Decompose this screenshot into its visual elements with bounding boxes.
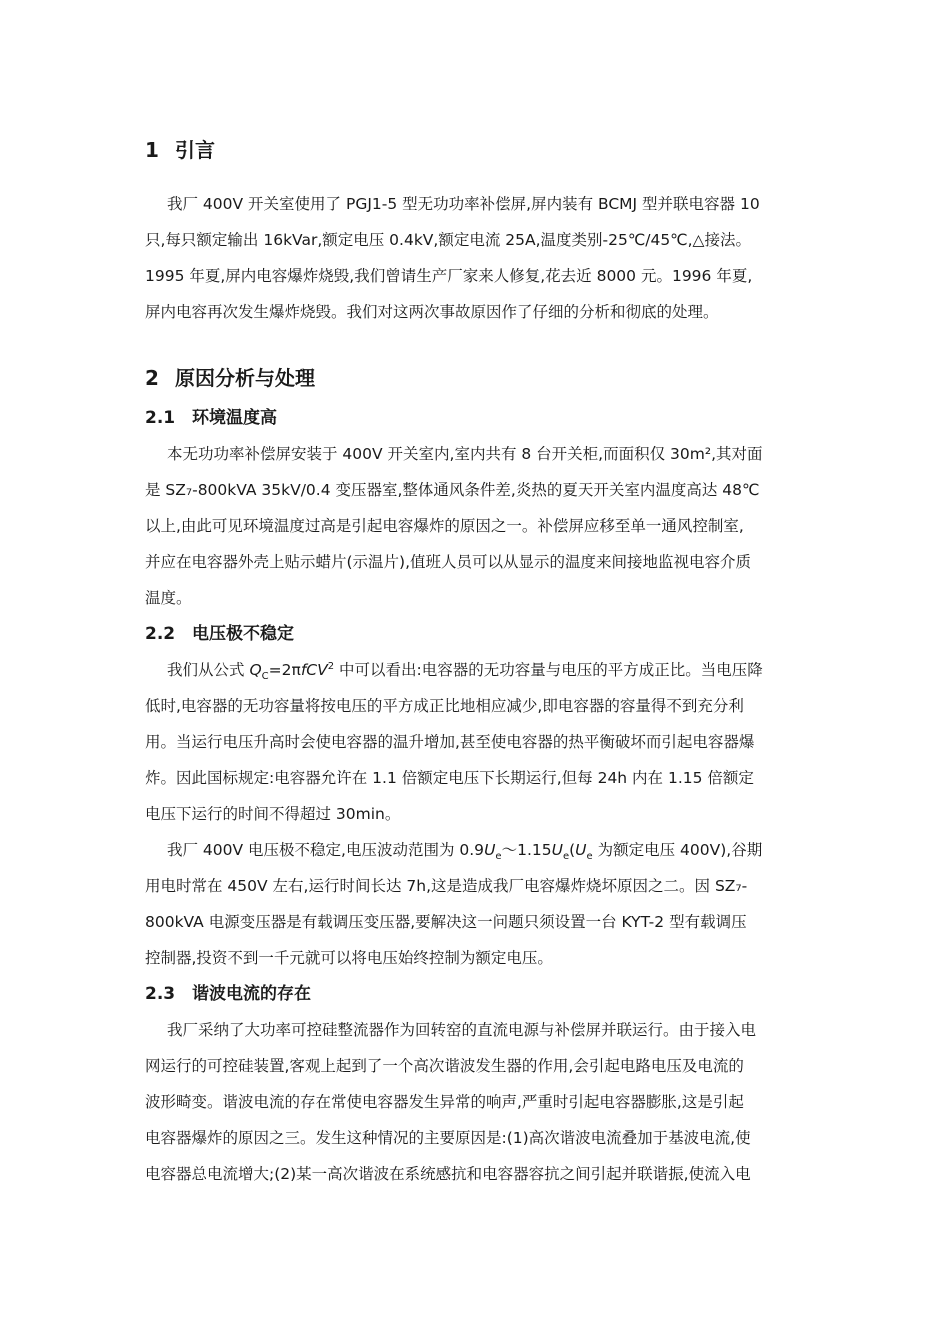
formula-symbol: fCV (300, 661, 328, 679)
subsection-heading (145, 976, 810, 1012)
text-line: 是 SZ₇-800kVA 35kV/0.4 变压器室,整体通风条件差,炎热的夏天开关室内温度高达 48℃ (145, 481, 760, 499)
text-line: 炸。因此国标规定:电容器允许在 1.1 倍额定电压下长期运行,但每 24h 内在 1.15 倍额定 (145, 769, 754, 787)
subsection-number: 2.2 (145, 624, 176, 644)
text-line: 我厂采纳了大功率可控硅整流器作为回转窑的直流电源与补偿屏并联运行。由于接入电 (167, 1021, 757, 1039)
text-line: 并应在电容器外壳上贴示蜡片(示温片),值班人员可以从显示的温度来间接地监视电容介质 (145, 553, 752, 571)
section-number: 1 (145, 138, 159, 162)
paragraph (145, 186, 810, 330)
text-line: 控制器,投资不到一千元就可以将电压始终控制为额定电压。 (145, 949, 553, 967)
subsection-heading (145, 616, 810, 652)
text-run: 中可以看出:电容器的无功容量与电压的平方成正比。当电压降 (334, 661, 763, 679)
paragraph (145, 1012, 810, 1192)
text-line: 电容器总电流增大;(2)某一高次谐波在系统感抗和电容器容抗之间引起并联谐振,使流入电 (145, 1165, 751, 1183)
subsection-heading (145, 400, 810, 436)
text-run: 我厂 400V 电压极不稳定,电压波动范围为 0.9 (167, 841, 485, 859)
text-line: 我厂 400V 开关室使用了 PGJ1-5 型无功功率补偿屏,屏内装有 BCMJ 型并联电容器 10 (167, 195, 760, 213)
subsection-number: 2.1 (145, 408, 176, 428)
text-line: 1995 年夏,屏内电容爆炸烧毁,我们曾请生产厂家来人修复,花去近 8000 元。1996 年夏, (145, 267, 753, 285)
subsection-title: 谐波电流的存在 (192, 984, 311, 1004)
text-run: 我们从公式 (167, 661, 250, 679)
formula-text: =2π (268, 661, 301, 679)
paragraph (145, 832, 810, 976)
paragraph (145, 436, 810, 616)
text-line (145, 832, 810, 868)
text-line: 用电时常在 450V 左右,运行时间长达 7h,这是造成我厂电容爆炸烧坏原因之二。因 SZ₇- (145, 877, 748, 895)
text-line: 波形畸变。谐波电流的存在常使电容器发生异常的响声,严重时引起电容器膨胀,这是引起 (145, 1093, 744, 1111)
section-title: 原因分析与处理 (175, 366, 315, 390)
text-line: 本无功功率补偿屏安装于 400V 开关室内,室内共有 8 台开关柜,而面积仅 30m²,其对面 (167, 445, 763, 463)
text-run: ～1.15 (501, 841, 552, 859)
section-heading (145, 356, 810, 400)
text-line: 电容器爆炸的原因之三。发生这种情况的主要原因是:(1)高次谐波电流叠加于基波电流,使 (145, 1129, 751, 1147)
formula-subscript: e (495, 851, 502, 863)
text-line: 以上,由此可见环境温度过高是引起电容爆炸的原因之一。补偿屏应移至单一通风控制室, (145, 517, 744, 535)
formula-subscript: C (261, 671, 269, 683)
text-line: 只,每只额定输出 16kVar,额定电压 0.4kV,额定电流 25A,温度类别-25℃/45℃,△接法。 (145, 231, 751, 249)
formula-symbol: Q (249, 661, 262, 679)
subsection-title: 电压极不稳定 (192, 624, 294, 644)
formula-superscript: 2 (327, 660, 335, 672)
text-line: 用。当运行电压升高时会使电容器的温升增加,甚至使电容器的热平衡破坏而引起电容器爆 (145, 733, 755, 751)
text-line (145, 652, 810, 688)
subsection-number: 2.3 (145, 984, 176, 1004)
subsection-title: 环境温度高 (192, 408, 277, 428)
text-line: 网运行的可控硅装置,客观上起到了一个高次谐波发生器的作用,会引起电路电压及电流的 (145, 1057, 744, 1075)
text-line: 电压下运行的时间不得超过 30min。 (145, 805, 401, 823)
formula-subscript: e (586, 851, 593, 863)
section-title: 引言 (175, 138, 215, 162)
formula-symbol: U (484, 841, 496, 859)
text-line: 屏内电容再次发生爆炸烧毁。我们对这两次事故原因作了仔细的分析和彻底的处理。 (145, 303, 719, 321)
document-page (145, 128, 810, 1192)
paragraph (145, 652, 810, 832)
text-line: 温度。 (145, 589, 192, 607)
formula-symbol: U (551, 841, 563, 859)
text-line: 低时,电容器的无功容量将按电压的平方成正比地相应减少,即电容器的容量得不到充分利 (145, 697, 744, 715)
text-line: 800kVA 电源变压器是有载调压变压器,要解决这一问题只须设置一台 KYT-2 型有载调压 (145, 913, 747, 931)
formula-subscript: e (562, 851, 570, 863)
text-run: ( (569, 841, 576, 859)
section-number: 2 (145, 366, 159, 390)
text-run: 为额定电压 400V),谷期 (592, 841, 763, 859)
section-heading (145, 128, 810, 172)
formula-symbol: U (575, 841, 587, 859)
